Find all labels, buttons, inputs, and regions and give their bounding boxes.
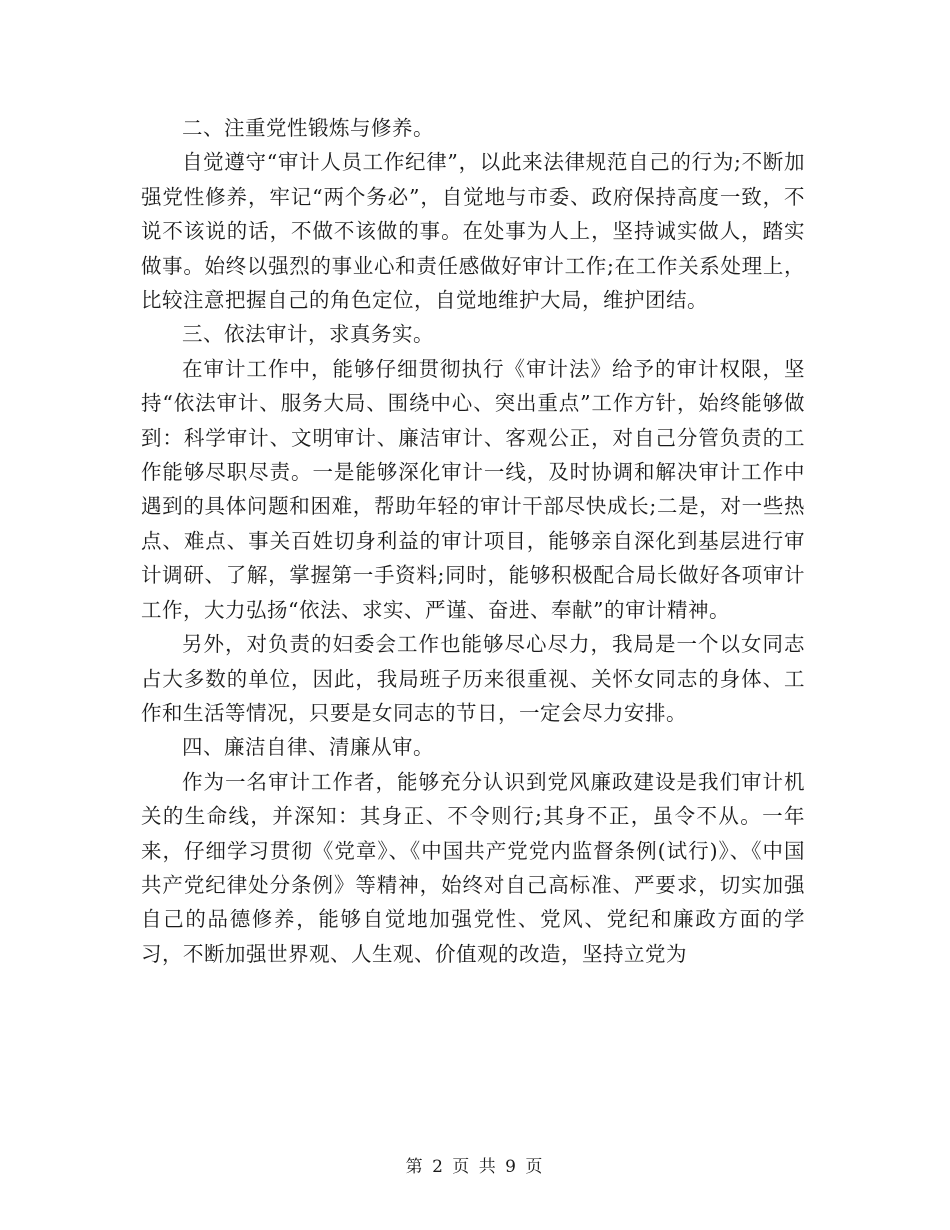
paragraph: 自觉遵守“审计人员工作纪律”，以此来法律规范自己的行为;不断加强党性修养，牢记“两个务必”，自觉地与市委、政府保持高度一致，不说不该说的话，不做不该做的事。在处事为人上，坚持诚实做人，踏实做事。始终以强烈的事业心和责任感做好审计工作;在工作关系处理上，比较注意把握自己的角色定位，自觉地维护大局，维护团结。 <box>141 150 805 313</box>
paragraph-heading-3: 三、依法审计，求真务实。 <box>182 322 434 347</box>
paragraph-heading-4: 四、廉洁自律、清廉从审。 <box>182 735 434 760</box>
paragraph-heading-2: 二、注重党性锻炼与修养。 <box>182 116 434 140</box>
document-body <box>141 111 805 971</box>
page-number-footer: 第 2 页 共 9 页 <box>405 1157 545 1177</box>
paragraph: 在审计工作中，能够仔细贯彻执行《审计法》给予的审计权限，坚持“依法审计、服务大局、围绕中心、突出重点”工作方针，始终能够做到：科学审计、文明审计、廉洁审计、客观公正，对自己分管负责的工作能够尽职尽责。一是能够深化审计一线，及时协调和解决审计工作中遇到的具体问题和困难，帮助年轻的审计干部尽快成长;二是，对一些热点、难点、事关百姓切身利益的审计项目，能够亲自深化到基层进行审计调研、了解，掌握第一手资料;同时，能够积极配合局长做好各项审计工作，大力弘扬“依法、求实、严谨、奋进、奉献”的审计精神。 <box>141 356 805 622</box>
paragraph: 另外，对负责的妇委会工作也能够尽心尽力，我局是一个以女同志占大多数的单位，因此，我局班子历来很重视、关怀女同志的身体、工作和生活等情况，只要是女同志的节日，一定会尽力安排。 <box>141 632 805 725</box>
paragraph: 作为一名审计工作者，能够充分认识到党风廉政建设是我们审计机关的生命线，并深知：其身正、不令则行;其身不正，虽令不从。一年来，仔细学习贯彻《党章》、《中国共产党党内监督条例(试行)》、《中国共产党纪律处分条例》等精神，始终对自己高标准、严要求，切实加强自己的品德修养，能够自觉地加强党性、党风、党纪和廉政方面的学习，不断加强世界观、人生观、价值观的改造，坚持立党为 <box>141 769 805 966</box>
